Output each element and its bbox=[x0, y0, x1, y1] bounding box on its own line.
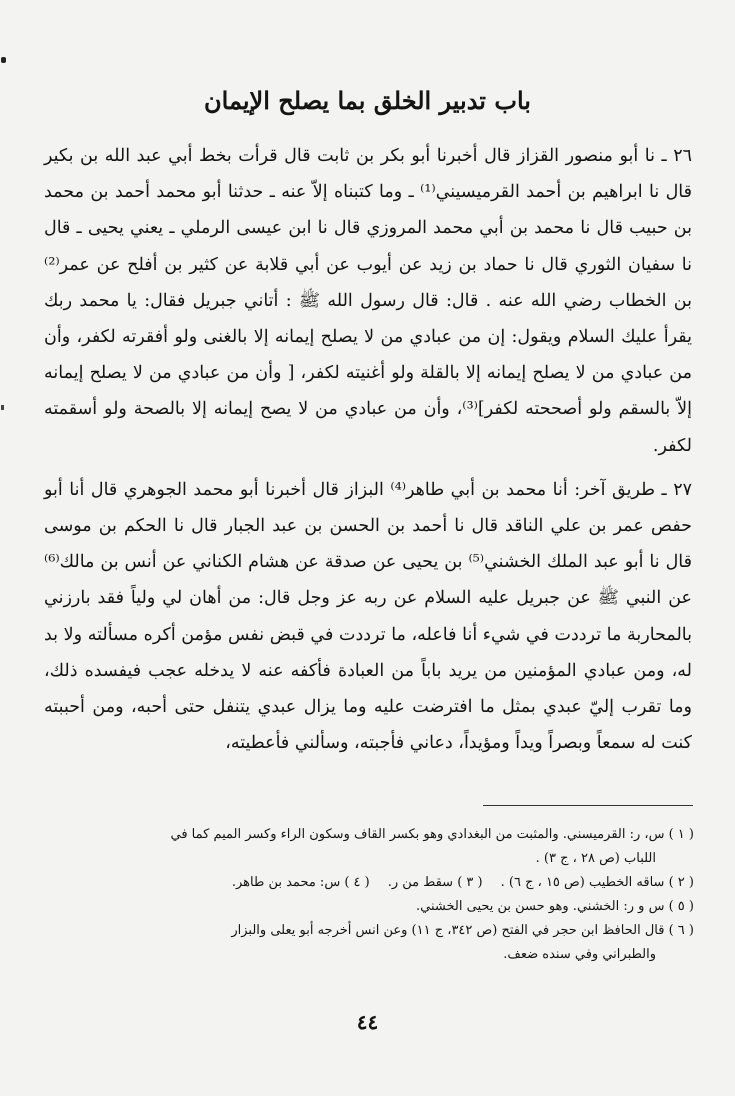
footnote-row bbox=[62, 871, 694, 895]
footnotes bbox=[62, 823, 694, 967]
footnote-1: ( ١ ) س، ر: القرميسني. والمثبت من البغدادي وهو بكسر القاف وسكون الراء وكسر الميم كما في bbox=[170, 827, 694, 842]
footnote-1-cont: اللباب (ص ٢٨ ، ج ٣) . bbox=[535, 851, 656, 866]
footnote-6-cont: والطبراني وفي سنده ضعف. bbox=[503, 947, 656, 962]
footnote-2: ( ٢ ) ساقه الخطيب (ص ١٥ ، ج ٦) . bbox=[500, 875, 694, 890]
footnote-3: ( ٣ ) سقط من ر. bbox=[387, 875, 483, 890]
hadith-27: ٢٧ ـ طريق آخر: أنا محمد بن أبي طاهر⁽⁴⁾ البزاز قال أخبرنا أبو محمد الجوهري قال أنا أبو حفص عمر بن علي الناقد قال نا أحمد بن الحسن بن عبد الجبار قال نا الحكم بن موسى قال نا أبو عبد الملك الخشني⁽⁵⁾ بن يحيى عن صدقة عن هشام الكناني عن أنس بن مالك⁽⁶⁾ عن النبي ﷺ عن جبريل عليه السلام عن ربه عز وجل قال: من أهان لي ولياً فقد بارزني بالمحاربة ما ترددت في شيء أنا فاعله، ما ترددت في قبض نفس مؤمن أكره مسألته ولا بد له، ومن عبادي المؤمنين من يريد باباً من العبادة فأكفه عنه لا يدخله عجب فيفسده ذلك، وما تقرب إليّ عبدي بمثل ما افترضت عليه وما يزال عبدي يتنفل حتى أحبه، ومن أحببته كنت له سمعاً وبصراً ويداً ومؤيداً، دعاني فأجبته، وسألني فأعطيته، bbox=[44, 479, 692, 754]
footnote-divider bbox=[483, 805, 693, 806]
footnote-6: ( ٦ ) قال الحافظ ابن حجر في الفتح (ص ٣٤٢، ج ١١) وعن انس أخرجه أبو يعلى والبزار bbox=[231, 923, 694, 938]
hadith-26: ٢٦ ـ نا أبو منصور القزاز قال أخبرنا أبو بكر بن ثابت قال قرأت بخط أبي عبد الله بن بكير قال نا ابراهيم بن أحمد القرميسيني⁽¹⁾ ـ وما كتبناه إلاّ عنه ـ حدثنا أبو محمد أحمد بن محمد بن حبيب قال نا محمد بن أبي محمد المروزي قال نا ابن عيسى الرملي ـ يعني يحيى ـ قال نا سفيان الثوري قال نا حماد بن زيد عن أيوب عن أبي قلابة عن كثير بن أفلح عن عمر⁽²⁾ بن الخطاب رضي الله عنه . قال: قال رسول الله ﷺ : أتاني جبريل فقال: يا محمد ربك يقرأ عليك السلام ويقول: إن من عبادي من لا يصلح إيمانه إلا بالغنى ولو أفقرته لكفر، وأن من عبادي من لا يصلح إيمانه إلا بالقلة ولو أغنيته لكفر، [ وأن من عبادي من لا يصلح إيمانه إلاّ بالسقم ولو أصححته لكفر]⁽³⁾، وأن من عبادي من لا يصح إيمانه إلا بالصحة ولو أسقمته لكفر. bbox=[44, 146, 692, 456]
footnote-5: ( ٥ ) س و ر: الخشني. وهو حسن بن يحيى الخشني. bbox=[416, 899, 694, 914]
chapter-title: باب تدبير الخلق بما يصلح الإيمان bbox=[204, 86, 531, 115]
footnote-4: ( ٤ ) س: محمد بن طاهر. bbox=[231, 875, 370, 890]
scan-mark bbox=[1, 405, 4, 410]
scan-mark bbox=[1, 57, 6, 63]
main-text bbox=[44, 138, 692, 761]
page-number: ٤٤ bbox=[356, 1010, 379, 1034]
